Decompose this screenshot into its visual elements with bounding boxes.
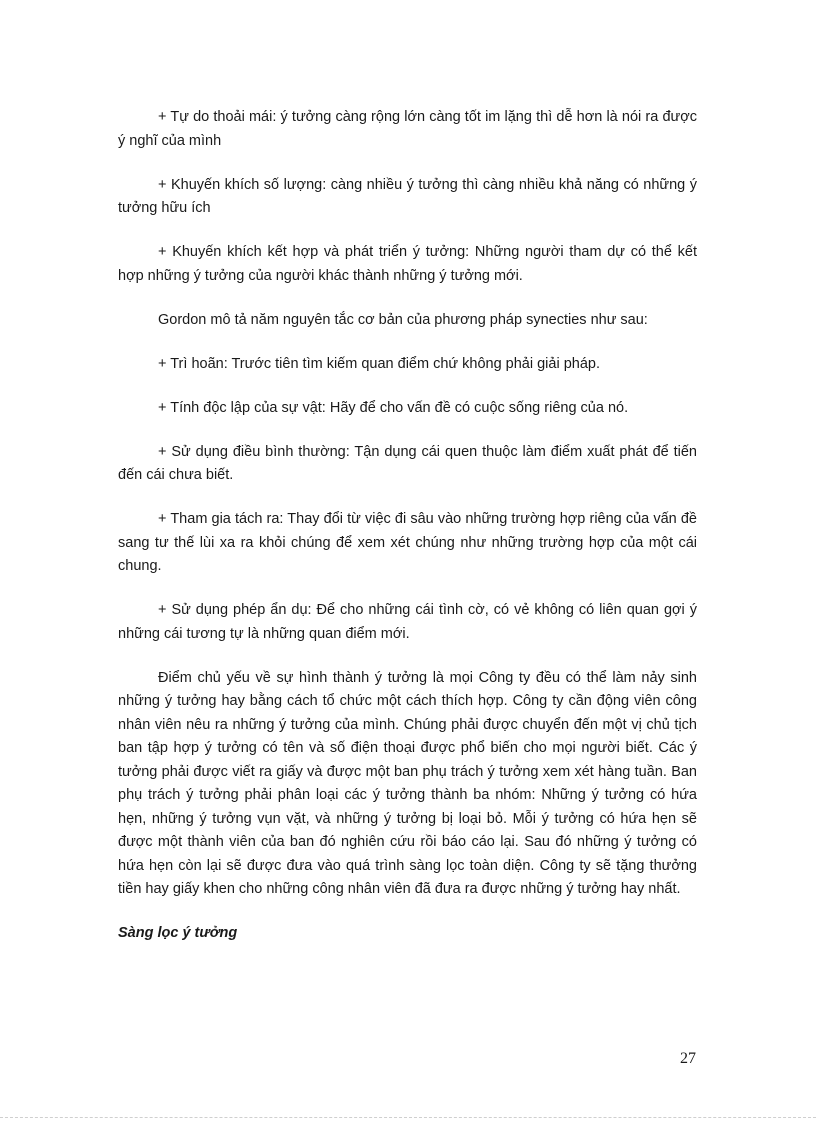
- paragraph-gordon-intro: Gordon mô tả năm nguyên tắc cơ bản của phương pháp synecties như sau:: [158, 311, 648, 328]
- paragraph-defer: + Trì hoãn: Trước tiên tìm kiếm quan điểm chứ không phải giải pháp.: [158, 355, 601, 372]
- section-heading: Sàng lọc ý tưởng: [118, 924, 238, 941]
- paragraph-freewheeling: + Tự do thoải mái: ý tưởng càng rộng lớn càng tốt im lặng thì dễ hơn là nói ra được ý nghĩ của mình: [118, 109, 697, 149]
- page-bottom-divider: [0, 1117, 816, 1118]
- paragraph-idea-generation: Điểm chủ yếu về sự hình thành ý tưởng là mọi Công ty đều có thể làm nảy sinh những ý tưởng hay bằng cách tổ chức một cách thích hợp. Công ty cần động viên công nhân viên nêu ra những ý tưởng của mình. Chúng phải được chuyển đến một vị chủ tịch ban tập hợp ý tưởng có tên và số điện thoại được phổ biến cho mọi người biết. Các ý tưởng phải được viết ra giấy và được một ban phụ trách ý tưởng xem xét hàng tuần. Ban phụ trách ý tưởng phải phân loại các ý tưởng thành ba nhóm: Những ý tưởng có hứa hẹn, những ý tưởng vụn vặt, và những ý tưởng bị loại bỏ. Mỗi ý tưởng có hứa hẹn sẽ được một thành viên của ban đó nghiên cứu rồi báo cáo lại. Sau đó những ý tưởng có hứa hẹn còn lại sẽ được đưa vào quá trình sàng lọc toàn diện. Công ty sẽ tặng thưởng tiền hay giấy khen cho những công nhân viên đã đưa ra được những ý tưởng hay nhất.: [118, 669, 697, 897]
- paragraph-involve-detach: + Tham gia tách ra: Thay đổi từ việc đi sâu vào những trường hợp riêng của vấn đề sang tư thế lùi xa ra khỏi chúng để xem xét chúng như những trường hợp của một cái chung.: [118, 511, 697, 574]
- paragraph-metaphor: + Sử dụng phép ẩn dụ: Để cho những cái tình cờ, có vẻ không có liên quan gợi ý những cái tương tự là những quan điểm mới.: [118, 602, 697, 642]
- page-content: [118, 106, 697, 945]
- paragraph-combination: + Khuyến khích kết hợp và phát triển ý tưởng: Những người tham dự có thể kết hợp những ý tưởng của người khác thành những ý tưởng mới.: [118, 244, 697, 284]
- paragraph-commonplace: + Sử dụng điều bình thường: Tận dụng cái quen thuộc làm điểm xuất phát để tiến đến cái chưa biết.: [118, 443, 697, 483]
- page-number: 27: [680, 1050, 696, 1067]
- paragraph-autonomy: + Tính độc lập của sự vật: Hãy để cho vấn đề có cuộc sống riêng của nó.: [158, 399, 629, 416]
- paragraph-quantity: + Khuyến khích số lượng: càng nhiều ý tưởng thì càng nhiều khả năng có những ý tưởng hữu ích: [118, 176, 697, 216]
